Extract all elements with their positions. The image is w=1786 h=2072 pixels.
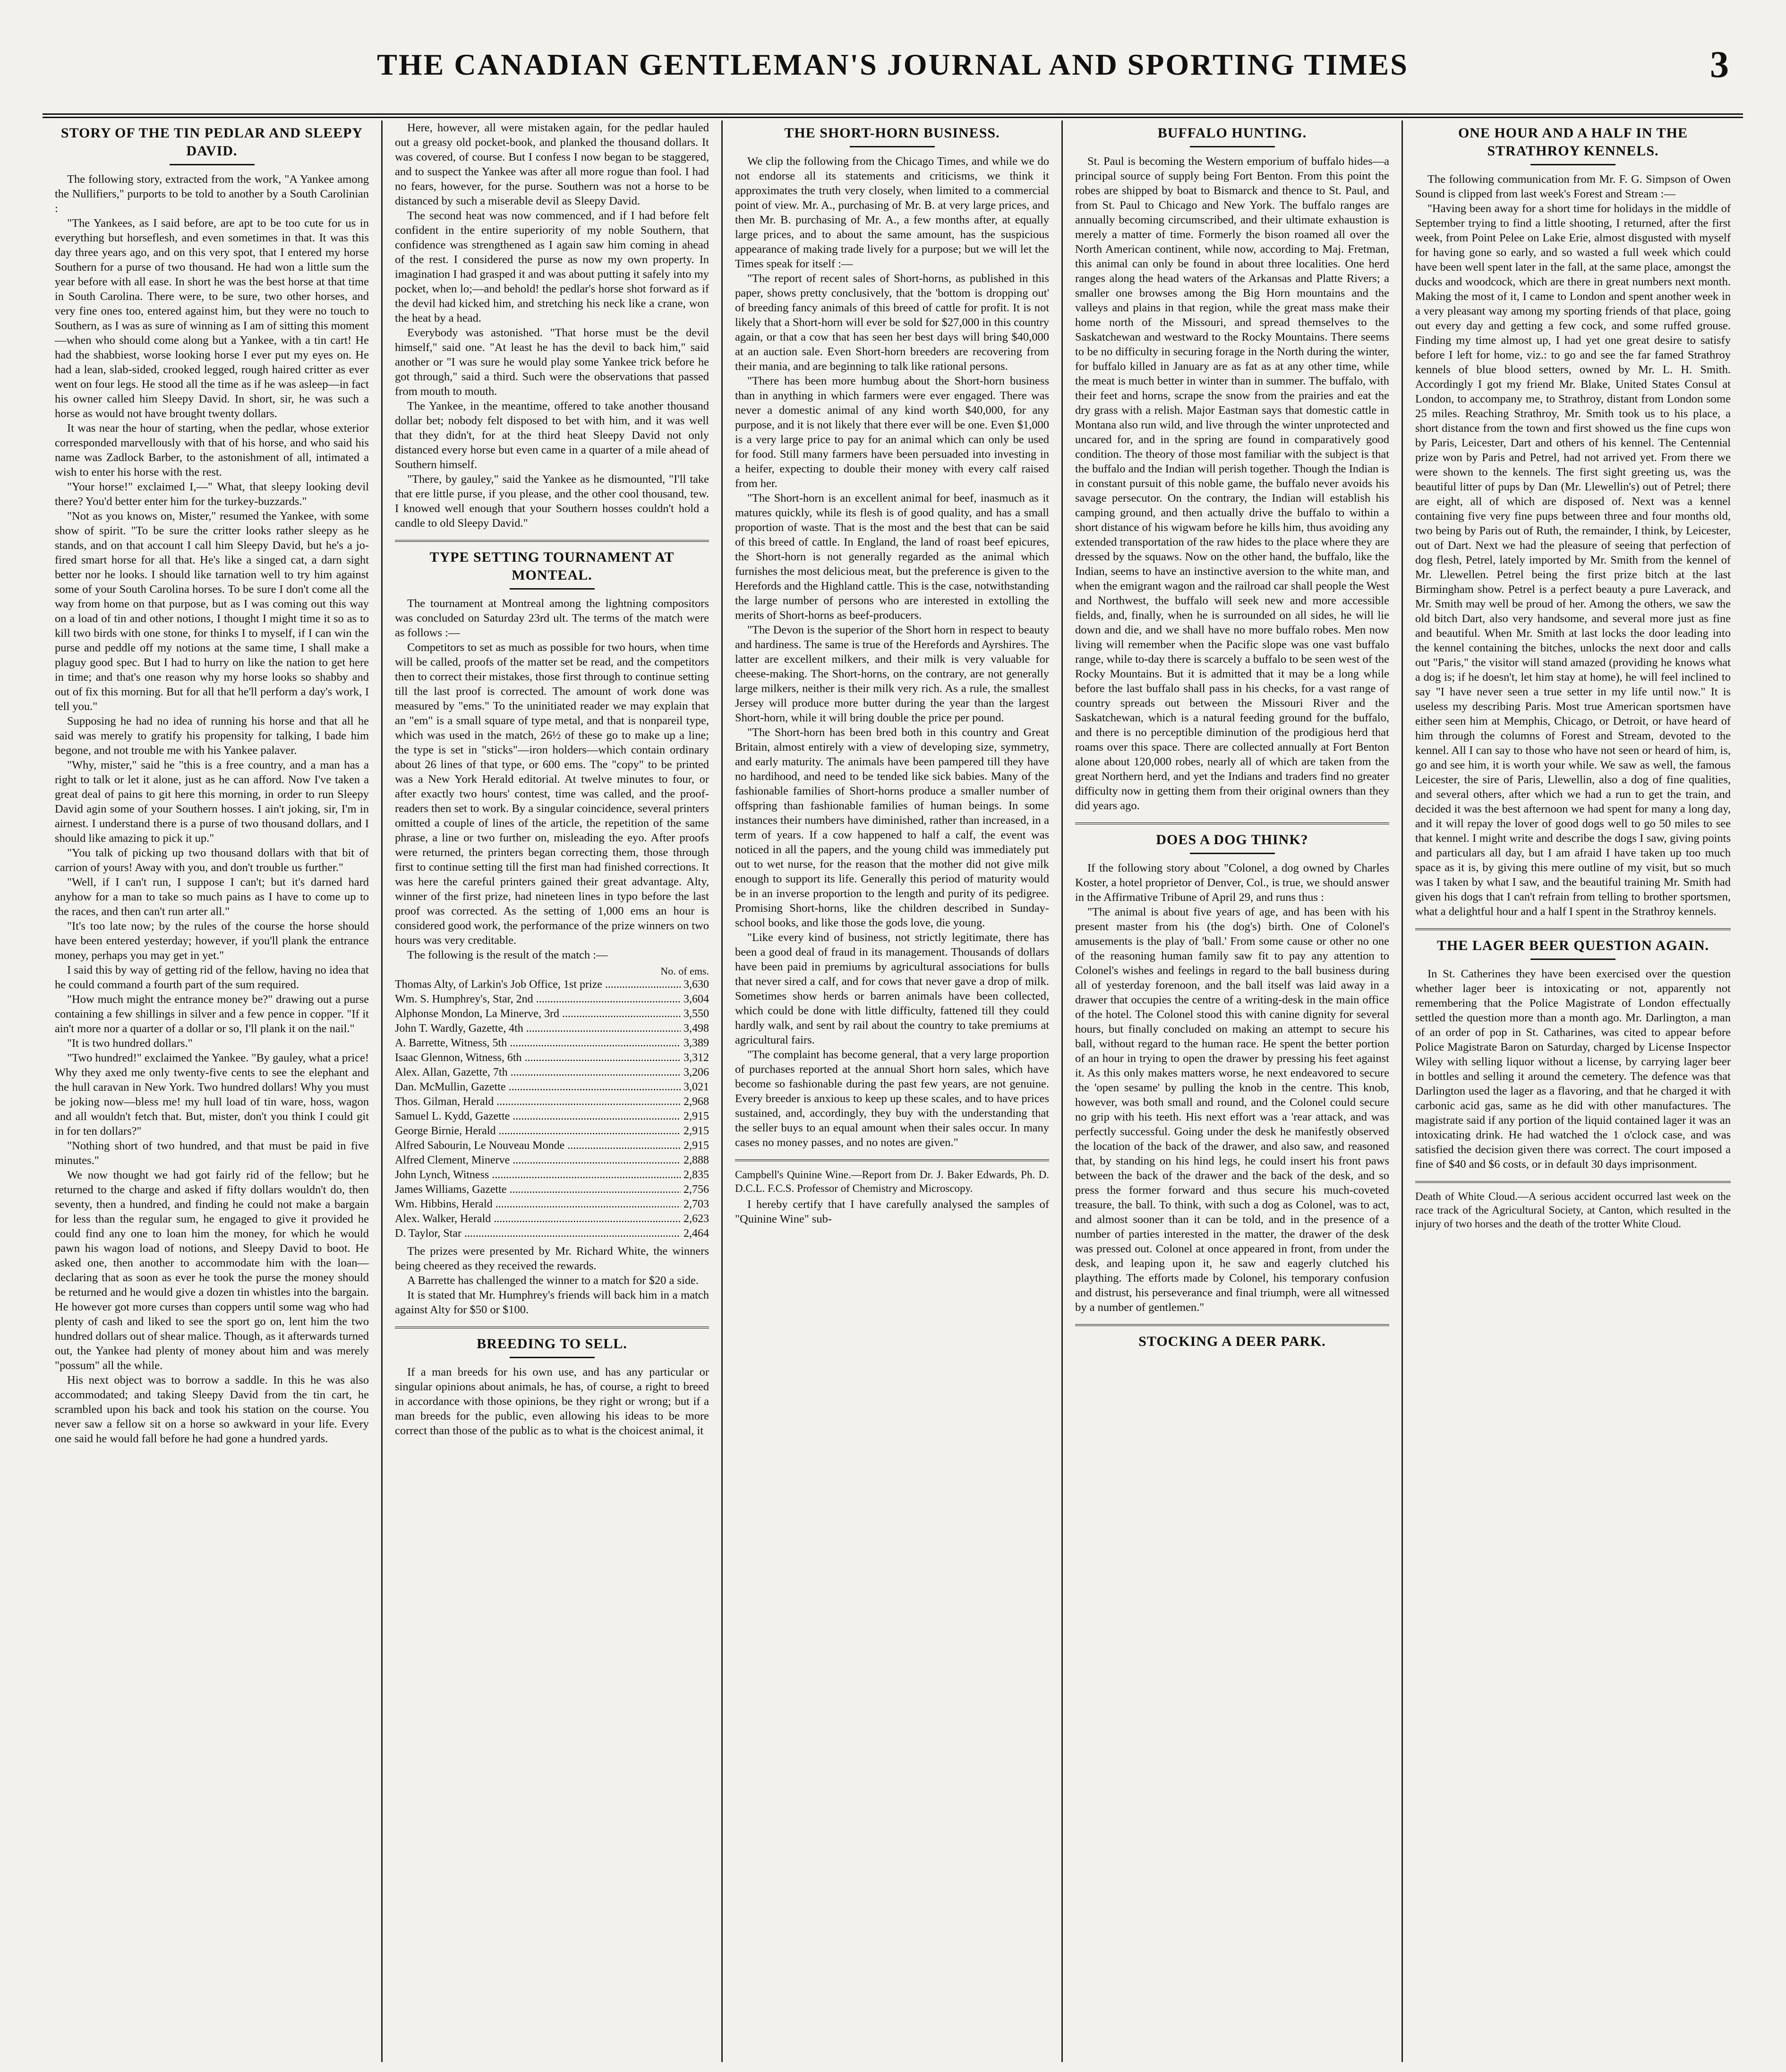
table-row	[395, 1109, 709, 1124]
paragraph: I hereby certify that I have carefully analysed the samples of "Quinine Wine" sub-	[735, 1198, 1049, 1225]
table-row	[395, 1036, 709, 1051]
competitor-name: John T. Wardly, Gazette, 4th .....	[395, 1021, 681, 1036]
paragraph: "Well, if I can't run, I suppose I can't; but it's darned hard anyhow for a man to take so much pains as I have to come up to the races, and then can't run arter all."	[55, 876, 369, 918]
paragraph: "There, by gauley," said the Yankee as he dismounted, "I'll take that ere little purse, if you please, and the other cool thousand, tew. I knowed well enough that your Southern hosses couldn't hold a candle to old Sleepy David."	[395, 473, 709, 530]
competitor-ems: 2,464	[684, 1227, 709, 1240]
column-1	[43, 120, 383, 2062]
competitor-name: Wm. Hibbins, Herald .....	[395, 1197, 681, 1212]
table-row	[395, 1153, 709, 1168]
paragraph: Here, however, all were mistaken again, for the pedlar hauled out a greasy old pocket-book, and planked the thousand dollars. It was covered, of course. But I confess I now began to be staggered, and to suspect the Yankee was after all more rogue than fool. I had no fears, however, for the purse. Southern was not a horse to be distanced by such a miserable devil as Sleepy David.	[395, 121, 709, 207]
paragraph: "There has been more humbug about the Short-horn business than in anything in which farmers were ever engaged. There was never a domestic animal of any kind worth $40,000, for any purpose, and it is not likely that there ever will be one. Even $1,000 is a very large price to pay for an animal which can only be used for food. Still many farmers have been persuaded into investing in a heifer, expecting to double their money with every calf raised from her.	[735, 375, 1049, 490]
white-cloud-notice: Death of White Cloud.—A serious accident occurred last week on the race track of the Agricultural Society, at Canton, which resulted in the injury of two horses and the death of the trotter White Cloud.	[1415, 1190, 1731, 1230]
section-divider	[1075, 1324, 1389, 1326]
column-2	[383, 120, 723, 2062]
paragraph: "Your horse!" exclaimed I,—" What, that sleepy looking devil there? You'd better enter him for the turkey-buzzards."	[55, 480, 369, 508]
competitor-ems: 3,389	[684, 1037, 709, 1049]
article-heading-breeding: BREEDING TO SELL.	[477, 1336, 627, 1352]
paragraph: "The Short-horn has been bred both in this country and Great Britain, almost entirely with a view of developing size, symmetry, and early maturity. The animals have been pampered till they have no hardihood, and need to be tended like sick babies. Many of the fashionable families of Short-horns produce a smaller number of offspring than fashionable families of human beings. In some instances their numbers have diminished, rather than increased, in a term of years. If a cow happened to half a calf, the event was noticed in all the papers, and the young child was immediately put out to wet nurse, for the reason that the mother did not give milk enough to support its life. Generally this period of maturity would be in an inverse proportion to the length and purity of its pedigree. Promising Short-horns, like the children described in Sunday-school books, and like those the gods love, die young.	[735, 726, 1049, 929]
competitor-name: James Williams, Gazette .....	[395, 1182, 681, 1197]
masthead	[43, 33, 1743, 118]
competitor-name: Isaac Glennon, Witness, 6th .....	[395, 1051, 681, 1065]
paragraph: "Two hundred!" exclaimed the Yankee. "By gauley, what a price! Why they axed me only twenty-five cents to see the elephant and the hull caravan in New York. Two hundred dollars! Why you must be joking now—bless me! my hull load of tin ware, hoss, wagon and all wouldn't fetch that. But, mister, don't you think I could git in for ten dollars?"	[55, 1052, 369, 1138]
paragraph: "The complaint has become general, that a very large proportion of purchases reported at the annual Short horn sales, which have become so fashionable during the past few years, are not genuine. Every breeder is anxious to keep up these scales, and to have prices sustained, and, accordingly, they buy with the understanding that the seller buys to an equal amount when their sales occur. In many cases no money passes, and no notes are given."	[735, 1048, 1049, 1149]
competitor-ems: 2,968	[684, 1096, 709, 1108]
paragraph: I said this by way of getting rid of the fellow, having no idea that he could command a fourth part of the sum required.	[55, 964, 369, 991]
heading-rule	[1530, 164, 1615, 165]
paragraph: In St. Catherines they have been exercised over the question whether lager beer is intoxicating or not, apparently not remembering that the Police Magistrate of London effectually settled the question more than a month ago. Mr. Darlington, a man of an order of pop in St. Catharines, was cited to appear before Police Magistrate Baron on Saturday, charged by License Inspector Wiley with selling liquor without a license, by carrying lager beer in bottles and selling it around the cemetery. The defence was that Darlington used the lager as a flavoring, and that he charged it with carbonic acid gas, same as he did with other manufactures. The magistrate said if any portion of the liquid contained lager it was an intoxicating drink. He had watched the 1 o'clock case, and was satisfied the decision given there was correct. The court imposed a fine of $40 and $6 costs, or in default 30 days imprisonment.	[1415, 968, 1731, 1171]
paragraph: "The animal is about five years of age, and has been with his present master from his (the dog's) birth. One of Colonel's amusements is the play of 'ball.' From some cause or other no one of the reasoning human family saw fit to pay any attention to Colonel's wishes and feelings in regard to the ball business during all of yesterday forenoon, and the ball itself was laid away in a drawer that occupies the centre of a writing-desk in the main office of the hotel. The Colonel stood this with canine dignity for several hours, but finally concluded on making an attempt to secure his ball, without regard to the human race. He spent the better portion of an hour in trying to open the drawer by pressing his feet against it. As this only makes matters worse, he next endeavored to secure the 'open sesame' by pulling the knob in the centre. This knob, however, was both small and round, and the Colonel could secure no grip with his teeth. His next effort was a 'rear attack, and was perfectly successful. Going under the desk he manifestly observed the location of the back of the drawer, and also saw, and reasoned that, by standing on his hind legs, he could insert his front paws between the back of the drawer and the back of the desk, and so press the former forward and thus secure his much-coveted treasure, the ball. To think, with such a dog as Colonel, was to act, and almost sooner than it can be told, and in the presence of a number of parties interested in the matter, the drawer of the desk was pressed out. Colonel at once appeared in front, from under the desk, and leaping upon it, he saw and eagerly clutched his plaything. The efforts made by Colonel, his temporary confusion and distrust, his perseverance and final triumph, were all witnessed by a number of gentlemen."	[1075, 906, 1389, 1314]
competitor-name: Alfred Sabourin, Le Nouveau Monde .....	[395, 1139, 681, 1153]
page-number: 3	[1710, 44, 1729, 86]
competitor-ems: 3,550	[684, 1008, 709, 1020]
competitor-name: Alex. Walker, Herald .....	[395, 1212, 681, 1226]
column-4	[1063, 120, 1403, 2062]
article-heading-tin-pedlar: STORY OF THE TIN PEDLAR AND SLEEPY DAVID.	[60, 125, 363, 159]
paragraph: If a man breeds for his own use, and has any particular or singular opinions about animals, he has, of course, a right to breed in accordance with those opinions, be they right or wrong; but if a man breeds for the public, even allowing his ideas to be more correct than those of the public as to what is the choicest animal, it	[395, 1366, 709, 1437]
table-row	[395, 1095, 709, 1109]
heading-rule	[1190, 853, 1275, 854]
competitor-name: George Birnie, Herald .....	[395, 1124, 681, 1139]
competitor-ems: 2,756	[684, 1183, 709, 1196]
article-heading-short-horn: THE SHORT-HORN BUSINESS.	[784, 125, 1000, 141]
table-row	[395, 977, 709, 992]
paragraph: "You talk of picking up two thousand dollars with that bit of carrion of yours! Away with you, and don't trouble us further."	[55, 847, 369, 874]
paragraph: St. Paul is becoming the Western emporium of buffalo hides—a principal source of supply being Fort Benton. From this point the robes are shipped by boat to Bismarck and thence to St. Paul, and from St. Paul to Chicago and New York. The buffalo ranges are annually becoming circumscribed, and their ultimate exhaustion is merely a matter of time. Formerly the bison roamed all over the North American continent, while now, according to Maj. Fretman, this animal can only be found in about three localities. One herd ranges along the head waters of the Arkansas and Platte Rivers; a smaller one browses among the Big Horn mountains and the valleys and plains in that region, while the great mass make their home north of the Missouri, and spread themselves to the Saskatchewan and westward to the Rocky Mountains. There seems to be no difficulty in securing forage in the North during the winter, for buffalo killed in January are as fat as at any other time, while the meat is much better in winter than in summer. The buffalo, with their feet and horns, scrape the snow from the prairies and eat the dry grass with a relish. Major Eastman says that domestic cattle in Montana also run wild, and live through the winter unprotected and uncared for, and in the spring are found in comparatively good condition. The theory of those most familiar with the subject is that the buffalo and the Indian will perish together. Though the Indian is in constant pursuit of this noble game, the buffalo never avoids his savage persecutor. On the contrary, the Indian will establish his camping ground, and then actually drive the buffalo to within a short distance of his wigwam before he kills him, thus avoiding any extended transportation of the raw hides to the place where they are dressed by the squaws. Now on the other hand, the buffalo, like the Indian, seems to have an instinctive aversion to the white man, and when the emigrant wagon and the railroad car shall people the West and Northwest, the buffalo will seek new and more accessible fields, and, finally, when he is surrounded on all sides, he will lie down and die, and we shall have no more buffalo robes. Men now living will remember when the Pacific slope was one vast buffalo range, while to-day there is scarcely a buffalo to be seen west of the Rocky Mountains. But it is admitted that it may be a long while before the last buffalo shall pass in his checks, for a vast range of country spreads out between the Missouri River and the Saskatchewan, which is a natural feeding ground for the buffalo, and there is no perceptible diminution of the prodigious herd that roams over this space. There are collected annually at Fort Benton alone about 120,000 robes, nearly all of which are taken from the great Northern herd, and yet the Indians and traders find no greater difficulty now in getting them from their original owners than they did years ago.	[1075, 155, 1389, 812]
paragraph: "Having been away for a short time for holidays in the middle of September trying to find a little shooting, I returned, after the first week, from Point Pelee on Lake Erie, almost disgusted with myself for having gone so early, and so wasted a full week which could have been well spent later in the fall, at the same place, amongst the ducks and woodcock, which are there in great numbers next month. Making the most of it, I came to London and spent another week in a very pleasant way among my sporting friends of that place, going out every day and getting a few cock, and some ruffed grouse. Finding my time almost up, I had yet one great desire to satisfy before I left for home, viz.: to go and see the far famed Strathroy kennels of blue blood setters, owned by Mr. L. H. Smith. Accordingly I got my friend Mr. Blake, United States Consul at London, to accompany me, to Strathroy, distant from London some 25 miles. Reaching Strathroy, Mr. Smith took us to his place, a short distance from the town and first showed us the fine cups won by Paris, Leicester, Dart and others of his kennel. The Centennial prize won by Paris and Petrel, had not arrived yet. From there we were shown to the kennels. The first sight greeting us, was the beautiful litter of pups by Dan (Mr. Llewellin's) out of Petrel; there are eight, all of which are disposed of. Next was a kennel containing five very fine pups between three and four months old, two being by Paris out of Ruth, the remainder, I think, by Leicester, out of Dart. Next we had the pleasure of seeing that perfection of dog flesh, Petrel, lately imported by Mr. Smith from the kennel of Mr. Llewellen. Petrel being the first prize bitch at the last Birmingham show. Petrel is a perfect beauty a pure Laverack, and Mr. Smith may well be proud of her. Among the others, we saw the old bitch Dart, also very handsome, and several more just as fine and beautiful. When Mr. Smith at last locks the door leading into the kennel containing the bitches, unlocks the next door and calls out "Paris," the visitor will stand amazed (providing he knows what a dog is; if he doesn't, let him stay at home), he will feel inclined to say "I have never seen a true setter in my life until now." It is useless my describing Paris. Most true American sportsmen have either seen him at Memphis, Chicago, or Detroit, or have heard of him through the columns of Forest and Stream, devoted to the kennel. All I can say to those who have not seen or heard of him, is, go and see him, it is worth your while. We saw as well, the famous Leicester, the sire of Paris, Llewellin, also a dog of fine qualities, and several others, after which we had a run to get the train, and decided it was the best afternoon we had spent for many a long day, and it will repay the lover of good dogs well to go 50 miles to see that kennel. I might write and describe the dogs I saw, giving points and particulars all day, but I am afraid I have taken up too much space as it is, by giving this mere outline of my visit, but so much was I taken by what I saw, and the beautiful training Mr. Smith had given his dogs that I can't refrain from telling to brother sportsmen, what a delightful hour and a half I spent in the Strathroy kennels.	[1415, 202, 1731, 918]
competitor-name: D. Taylor, Star .....	[395, 1226, 681, 1241]
table-row	[395, 1226, 709, 1241]
competitor-ems: 3,498	[684, 1022, 709, 1035]
paragraph: The second heat was now commenced, and if I had before felt confident in the entire superiority of my noble Southern, that confidence was strengthened as I again saw him coming in ahead of the rest. I considered the purse as now my own property. In imagination I had grasped it and was about putting it safely into my pocket, when lo;—and behold! the pedlar's horse shot forward as if the devil had kicked him, and stretching his neck like a crane, won the heat by a head.	[395, 209, 709, 325]
paragraph: The following is the result of the match :—	[407, 949, 608, 961]
paragraph: If the following story about "Colonel, a dog owned by Charles Koster, a hotel proprietor of Denver, Col., is true, we should answer in the Affirmative Tribune of April 29, and runs thus :	[1075, 862, 1389, 904]
paragraph: We now thought we had got fairly rid of the fellow; but he returned to the charge and asked if fifty dollars wouldn't do, then seventy, then a hundred, and finding he could not make a bargain for less than the regular sum, he engaged to give it provided he could find any one to loan him the money, for which he would pawn his wagon load of notions, and Sleepy David to boot. He asked one, then another to accommodate him with the loan—declaring that as soon as ever he took the purse the money should be returned and he would give a dozen tin whistles into the bargain. He however got more curses than coppers until some wag who had plenty of cash and liked to see the sport go on, lent him the two hundred dollars out of shear malice. Though, as it afterwards turned out, the Yankee had plenty of money about him and was merely "possum" all the while.	[55, 1169, 369, 1372]
quinine-wine-notice: Campbell's Quinine Wine.—Report from Dr. J. Baker Edwards, Ph. D. D.C.L. F.C.S. Professor of Chemistry and Microscopy.	[735, 1169, 1049, 1194]
article-heading-strathroy-kennels: ONE HOUR AND A HALF IN THE STRATHROY KENNELS.	[1458, 125, 1688, 159]
competitor-name: Alphonse Mondon, La Minerve, 3rd .....	[395, 1007, 681, 1021]
competitor-ems: 2,915	[684, 1110, 709, 1122]
competitor-ems: 2,835	[684, 1169, 709, 1181]
paragraph: "The Devon is the superior of the Short horn in respect to beauty and hardiness. The same is true of the Herefords and Ayrshires. The latter are excellent milkers, and their milk is very valuable for cheese-making. The Short-horns, on the contrary, are not generally large milkers, neither is their milk very rich. As a rule, the smallest Jersey will produce more butter during the year than the largest Short-horn, while it will bring double the price per pound.	[735, 624, 1049, 724]
table-row	[395, 1168, 709, 1182]
paragraph: The prizes were presented by Mr. Richard White, the winners being cheered as they received the rewards.	[395, 1245, 709, 1272]
match-results-table	[395, 965, 709, 1241]
table-row	[395, 1124, 709, 1139]
paragraph: "The Short-horn is an excellent animal for beef, inasmuch as it matures quickly, while its flesh is of good quality, and has a small proportion of waste. That is the most and the best that can be said of this breed of cattle. In England, the land of roast beef epicures, the Short-horn is not generally regarded as the animal which furnishes the most delicious meat, but the preference is given to the Herefords and the Highland cattle. This is the case, notwithstanding the large number of persons who are interested in extolling the merits of Short-horns as beef-producers.	[735, 492, 1049, 622]
article-heading-buffalo: BUFFALO HUNTING.	[1157, 125, 1307, 141]
table-row	[395, 1197, 709, 1212]
heading-rule	[510, 588, 595, 590]
paragraph: "The Yankees, as I said before, are apt to be too cute for us in everything but horseflesh, and even sometimes in that. It was this day three years ago, and on this very spot, that I entered my horse Southern for a purse of two thousand. He had won a little sum the year before with all ease. In short he was the best horse at that time in South Carolina. There were, to be sure, two other horses, and very fine ones too, entered against him, but they were no touch to Southern, as I was as sure of winning as I am of sitting this moment—when who should come along but a Yankee, with a tin cart! He had the shabbiest, worse looking horse I ever put my eyes on. He had a lean, slab-sided, crooked legged, rough haired critter as ever went on four legs. He stood all the time as if he was asleep—in fact his owner called him Sleepy David. In short, sir, he was such a horse as would not have brought twenty dollars.	[55, 217, 369, 420]
paragraph: "It's too late now; by the rules of the course the horse should have been entered yesterday; however, if you'll plank the entrance money, perhaps you may get in yet."	[55, 920, 369, 962]
competitor-name: John Lynch, Witness .....	[395, 1168, 681, 1182]
competitor-name: Dan. McMullin, Gazette .....	[395, 1080, 681, 1095]
paragraph: The following story, extracted from the work, "A Yankee among the Nullifiers," purports to be told to another by a South Carolinian :	[55, 173, 369, 215]
competitor-ems: 2,888	[684, 1154, 709, 1166]
heading-rule	[1530, 959, 1615, 960]
section-divider	[1415, 1181, 1731, 1183]
competitor-name: Thos. Gilman, Herald .....	[395, 1095, 681, 1109]
paragraph: "The report of recent sales of Short-horns, as published in this paper, shows pretty conclusively, that the 'bottom is dropping out' of breeding fancy animals of this breed of cattle for profit. It is not likely that a Short-horn will ever be sold for $27,000 in this country again, or that a cow that has seen her best days will bring $40,000 at an auction sale. Even Short-horn breeders are recovering from their mania, and are beginning to talk like rational persons.	[735, 272, 1049, 373]
paragraph: "Why, mister," said he "this is a free country, and a man has a right to talk or let it alone, just as he can afford. Now I've taken a great deal of pains to git here this morning, in order to run Sleepy David agin some of your Southern hosses. I ain't joking, sir, I'm in airnest. I understand there is a purse of two thousand dollars, and I should like amazing to pick it up."	[55, 759, 369, 845]
paragraph: The following communication from Mr. F. G. Simpson of Owen Sound is clipped from last week's Forest and Stream :—	[1415, 173, 1731, 200]
competitor-ems: 3,021	[684, 1081, 709, 1093]
heading-rule	[1190, 146, 1275, 147]
heading-rule	[850, 146, 935, 147]
paragraph: The tournament at Montreal among the lightning compositors was concluded on Saturday 23rd ult. The terms of the match were as follows :—	[395, 597, 709, 639]
paragraph: "Nothing short of two hundred, and that must be paid in five minutes."	[55, 1139, 369, 1167]
competitor-name: Alex. Allan, Gazette, 7th .....	[395, 1065, 681, 1080]
table-row	[395, 1065, 709, 1080]
newspaper-title: THE CANADIAN GENTLEMAN'S JOURNAL AND SPORTING TIMES	[377, 48, 1409, 81]
section-divider	[395, 540, 709, 542]
article-heading-lager-beer: THE LAGER BEER QUESTION AGAIN.	[1437, 938, 1709, 953]
paragraph: His next object was to borrow a saddle. In this he was also accommodated; and taking Sleepy David from the tin cart, he scrambled upon his back and took his station on the course. You never saw a fellow sit on a horse so awkward in your life. Every one said he would fall before he had gone a hundred yards.	[55, 1374, 369, 1445]
table-row	[395, 992, 709, 1007]
paragraph: We clip the following from the Chicago Times, and while we do not endorse all its statements and criticisms, we think it approximates the truth very closely, when limited to a commercial point of view. Mr. A., purchasing of Mr. B. at very large prices, and then Mr. B. purchasing of Mr. A., a few months after, at equally large prices, and to about the same amount, has the suspicious appearance of making trade lively for a purpose; but we will let the Times speak for itself :—	[735, 155, 1049, 270]
competitor-ems: 3,312	[684, 1052, 709, 1064]
article-heading-dog-think: DOES A DOG THINK?	[1156, 832, 1308, 848]
paragraph: It is stated that Mr. Humphrey's friends will back him in a match against Alty for $50 or $100.	[395, 1289, 709, 1316]
article-heading-deer-park: STOCKING A DEER PARK.	[1138, 1334, 1326, 1349]
competitor-ems: 2,623	[684, 1213, 709, 1225]
heading-rule	[170, 164, 255, 165]
paragraph: "It is two hundred dollars."	[67, 1037, 193, 1050]
competitor-ems: 3,206	[684, 1066, 709, 1079]
competitor-ems: 2,915	[684, 1125, 709, 1137]
columns	[43, 120, 1743, 2062]
table-row	[395, 1051, 709, 1065]
column-3	[723, 120, 1063, 2062]
competitor-ems: 3,630	[684, 978, 709, 991]
section-divider	[1415, 928, 1731, 930]
table-row	[395, 1080, 709, 1095]
section-divider	[735, 1159, 1049, 1161]
section-divider	[1075, 822, 1389, 824]
table-row	[395, 1139, 709, 1153]
table-row	[395, 1182, 709, 1197]
paragraph: Everybody was astonished. "That horse must be the devil himself," said one. "At least he has the devil to back him," said another or "I was sure he would play some Yankee trick before he got through," said a third. Such were the observations that passed from mouth to mouth.	[395, 326, 709, 398]
article-heading-type-setting: TYPE SETTING TOURNAMENT AT MONTEAL.	[429, 549, 675, 583]
paragraph: "How much might the entrance money be?" drawing out a purse containing a few shillings in silver and a few pence in copper. "If it ain't more nor a quarter of a dollar or so, I'll plank it on the nail."	[55, 993, 369, 1035]
competitor-name: Thomas Alty, of Larkin's Job Office, 1st prize .....	[395, 977, 681, 992]
paragraph: It was near the hour of starting, when the pedlar, whose exterior corresponded marvellously with that of his horse, and who said his name was Zadlock Barber, to the astonishment of all, intimated a wish to enter his horse with the rest.	[55, 422, 369, 479]
results-header: No. of ems.	[660, 965, 709, 977]
competitor-ems: 3,604	[684, 993, 709, 1005]
competitor-name: A. Barrette, Witness, 5th .....	[395, 1036, 681, 1051]
competitor-ems: 2,703	[684, 1198, 709, 1210]
paragraph: The Yankee, in the meantime, offered to take another thousand dollar bet; nobody felt disposed to bet with him, and it was well that they didn't, for at the third heat Sleepy David not only distanced every horse but even came in a quarter of a mile ahead of Southern himself.	[395, 400, 709, 471]
heading-rule	[510, 1357, 595, 1358]
competitor-name: Alfred Clement, Minerve .....	[395, 1153, 681, 1168]
paragraph: Competitors to set as much as possible for two hours, when time will be called, proofs of the matter set be read, and the competitors then to correct their mistakes, those first through to continue setting till the last proof is corrected. The amount of work done was measured by "ems." To the uninitiated reader we may explain that an "em" is a small square of type metal, and that is nonpareil type, which was used in the match, 26½ of these go to make up a line; the type is set in "sticks"—iron holders—which contain ordinary about 26 lines of that type, or 600 ems. The "copy" to be printed was a New York Herald editorial. At twelve minutes to four, or after exactly two hours' contest, time was called, and the proof-readers then set to work. By a singular coincidence, several printers omitted a couple of lines of the article, the repetition of the same phrase, a line or two further on, misleading the eyo. After proofs were returned, the printers began correcting them, those through first to continue setting till the first man had finished corrections. It was here the careful printers gained their great advantage. Alty, winner of the first prize, had nineteen lines in typo before the last proof was corrected. As the setting of 1,000 ems an hour is considered good work, the performance of the prize winners on two hours was very creditable.	[395, 641, 709, 947]
table-row	[395, 1021, 709, 1036]
table-row	[395, 1212, 709, 1226]
paragraph: "Not as you knows on, Mister," resumed the Yankee, with some show of spirit. "To be sure the critter looks rather sleepy as he stands, and on that account I call him Sleepy David, but he's a jo-fired smart horse for all that. He's like a singed cat, a darn sight better nor he looks. I should like tarnation well to try him against some of your South Carolina horses. To be sure I don't come all the way from home on that purpose, but as I was coming out this way on a load of tin and other notions, I thought I might time it so as to kill two birds with one stone, for thinks I to myself, if I can win the purse and peddle off my notions at the same time, I shall make a plaguy good spec. But I had to hurry on like the nation to get here in time; and that's one reason why my horse looks so shabby and out of fix this morning. But for all that he'll perform a day's work, I tell you."	[55, 510, 369, 713]
paragraph: "Like every kind of business, not strictly legitimate, there has been a good deal of fraud in its management. Thousands of dollars have been paid in premiums by agricultural associations for bulls that never sired a calf, and for cows that never gave a drop of milk. Sometimes show herds or barren animals have been collected, which could be done with little difficulty, fattened till they could hardly walk, and sent by rail about the country to take premiums at agricultural fairs.	[735, 931, 1049, 1046]
paragraph: A Barrette has challenged the winner to a match for $20 a side.	[407, 1274, 699, 1287]
section-divider	[395, 1327, 709, 1328]
competitor-name: Wm. S. Humphrey's, Star, 2nd .....	[395, 992, 681, 1007]
competitor-ems: 2,915	[684, 1139, 709, 1152]
table-row	[395, 1007, 709, 1021]
paragraph: Supposing he had no idea of running his horse and that all he said was merely to gratify his propensity for talking, I bade him begone, and not trouble me with his Yankee palaver.	[55, 715, 369, 757]
column-5	[1403, 120, 1743, 2062]
competitor-name: Samuel L. Kydd, Gazette .....	[395, 1109, 681, 1124]
